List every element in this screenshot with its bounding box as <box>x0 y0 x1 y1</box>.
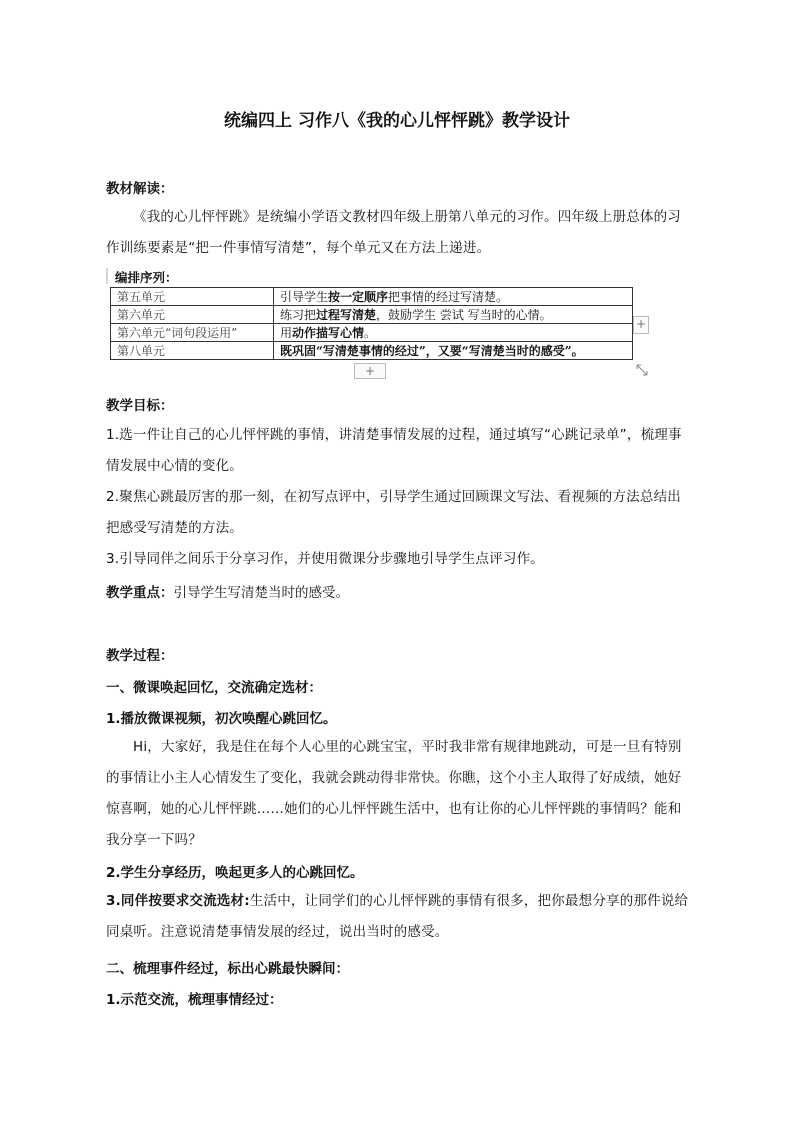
unit-cell: 第六单元 <box>111 306 274 324</box>
resize-handle-icon[interactable] <box>636 364 648 376</box>
goal-item: 1.选一件让自己的心儿怦怦跳的事情，讲清楚事情发展的过程，通过填写“心跳记录单”，梳理事情发展中心情的变化。 <box>106 427 682 474</box>
material-heading: 教材解读： <box>106 181 174 197</box>
add-row-button[interactable]: + <box>354 363 386 379</box>
desc-cell: 练习把过程写清楚，鼓励学生 尝试 写当时的心情。 <box>274 306 633 324</box>
step3-text: 生活中，让同学们的心儿怦怦跳的事情有很多，把你最想分享的那件说给同桌听。注意说清楚事情发展的经过，说出当时的感受。 <box>106 893 689 940</box>
step3-label: 3.同伴按要求交流选材: <box>106 893 250 909</box>
key-point-text: 引导学生写清楚当时的感受。 <box>173 585 349 601</box>
step-heading: 2.学生分享经历，唤起更多人的心跳回忆。 <box>106 865 364 881</box>
section-heading: 一、微课唤起回忆，交流确定选材： <box>106 680 322 696</box>
table-row <box>111 306 633 324</box>
table-row <box>111 342 633 360</box>
step-heading: 1.示范交流，梳理事情经过： <box>106 992 283 1008</box>
sequence-table <box>110 287 633 360</box>
table-row <box>111 324 633 342</box>
table-edge-marker <box>106 268 108 284</box>
step-heading: 1.播放微课视频，初次唤醒心跳回忆。 <box>106 711 337 727</box>
section-heading: 二、梳理事件经过，标出心跳最快瞬间： <box>106 961 349 977</box>
sequence-table-region <box>106 268 652 380</box>
process-heading: 教学过程： <box>106 648 174 664</box>
desc-cell: 引导学生按一定顺序把事情的经过写清楚。 <box>274 288 633 306</box>
table-row <box>111 288 633 306</box>
unit-cell: 第八单元 <box>111 342 274 360</box>
key-point-label: 教学重点： <box>106 585 174 601</box>
material-paragraph: 《我的心儿怦怦跳》是统编小学语文教材四年级上册第八单元的习作。四年级上册总体的习作训练要素是“把一件事情写清楚”，每个单元又在方法上递进。 <box>106 209 681 256</box>
sequence-table-caption: 编排序列： <box>115 270 178 285</box>
desc-cell: 用动作描写心情。 <box>274 324 633 342</box>
goal-item: 3.引导同伴之间乐于分享习作，并使用微课分步骤地引导学生点评习作。 <box>106 551 544 567</box>
microlesson-text: Hi，大家好，我是住在每个人心里的心跳宝宝，平时我非常有规律地跳动，可是一旦有特别的事情让小主人心情发生了变化，我就会跳动得非常快。你瞧，这个小主人取得了好成绩，她好惊喜啊，她的心儿怦怦跳……她们的心儿怦怦跳生活中，也有让你的心儿怦怦跳的事情吗？能和我分享一下吗？ <box>106 739 682 848</box>
unit-cell: 第五单元 <box>111 288 274 306</box>
desc-cell: 既巩固“写清楚事情的经过”，又要“写清楚当时的感受”。 <box>274 342 633 360</box>
goals-heading: 教学目标： <box>106 398 174 414</box>
page-title: 统编四上 习作八《我的心儿怦怦跳》教学设计 <box>224 111 570 131</box>
key-point <box>106 581 349 601</box>
add-column-button[interactable]: + <box>633 316 649 334</box>
goal-item: 2.聚焦心跳最厉害的那一刻，在初写点评中，引导学生通过回顾课文写法、看视频的方法总结出把感受写清楚的方法。 <box>106 489 681 536</box>
step3-paragraph <box>106 886 690 948</box>
unit-cell: 第六单元“词句段运用” <box>111 324 274 342</box>
